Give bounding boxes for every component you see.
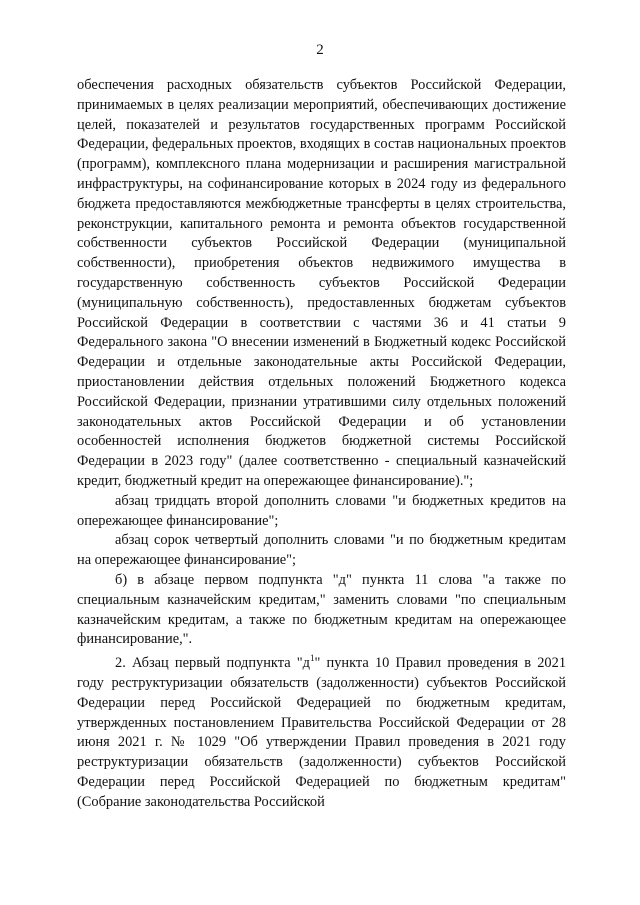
paragraph-continuation: обеспечения расходных обязательств субъектов Российской Федерации, принимаемых в целях реализации мероприятий, обеспечивающих достижение целей, показателей и результатов государственных программ Российской Федерации, федеральных проектов, входящих в состав национальных проектов (программ), комплексного плана модернизации и расширения магистральной инфраструктуры, на софинансирование которых в 2024 году из федерального бюджета предоставляются межбюджетные трансферты в целях строительства, реконструкции, капитального ремонта и ремонта объектов государственной собственности субъектов Российской Федерации (муниципальной собственности), приобретения объектов недвижимого имущества в государственную собственность субъектов Российской Федерации (муниципальную собственность), предоставленных бюджетам субъектов Российской Федерации в соответствии с частями 36 и 41 статьи 9 Федерального закона "О внесении изменений в Бюджетный кодекс Российской Федерации и отдельные законодательные акты Российской Федерации, приостановлении действия отдельных положений Бюджетного кодекса Российской Федерации, признании утратившими силу отдельных положений законодательных актов Российской Федерации и об установлении особенностей исполнения бюджетов бюджетной системы Российской Федерации в 2023 году" (далее соответственно - специальный казначейский кредит, бюджетный кредит на опережающее финансирование)."; xyxy=(77,77,566,489)
paragraph-amendment-b: б) в абзаце первом подпункта "д" пункта 11 слова "а также по специальным казначейским кредитам," заменить словами "по специальным казначейским кредитам, а также по бюджетным кредитам на опережающее финансирование,". xyxy=(77,571,566,648)
paragraph-amendment-32: абзац тридцать второй дополнить словами "и бюджетных кредитов на опережающее финансирование"; xyxy=(77,492,566,529)
paragraph-item-2 xyxy=(77,654,566,812)
page-number: 2 xyxy=(316,42,324,58)
document-body xyxy=(77,76,566,812)
superscript-marker: 1 xyxy=(309,653,315,664)
paragraph-item-2-end: " пункта 10 Правил проведения в 2021 году реструктуризации обязательств (задолженности) субъектов Российской Федерации перед Российской Федерацией по бюджетным кредитам, утвержденных постановлением Правительства Российской Федерации от 28 июня 2021 г. № 1029 "Об утверждении Правил проведения в 2021 году реструктуризации обязательств (задолженности) субъектов Российской Федерации перед Российской Федерацией по бюджетным кредитам" (Собрание законодательства Российской xyxy=(77,655,567,810)
paragraph-item-2-start: 2. Абзац первый подпункта "д xyxy=(115,655,310,672)
paragraph-amendment-44: абзац сорок четвертый дополнить словами "и по бюджетным кредитам на опережающее финансирование"; xyxy=(77,532,566,569)
